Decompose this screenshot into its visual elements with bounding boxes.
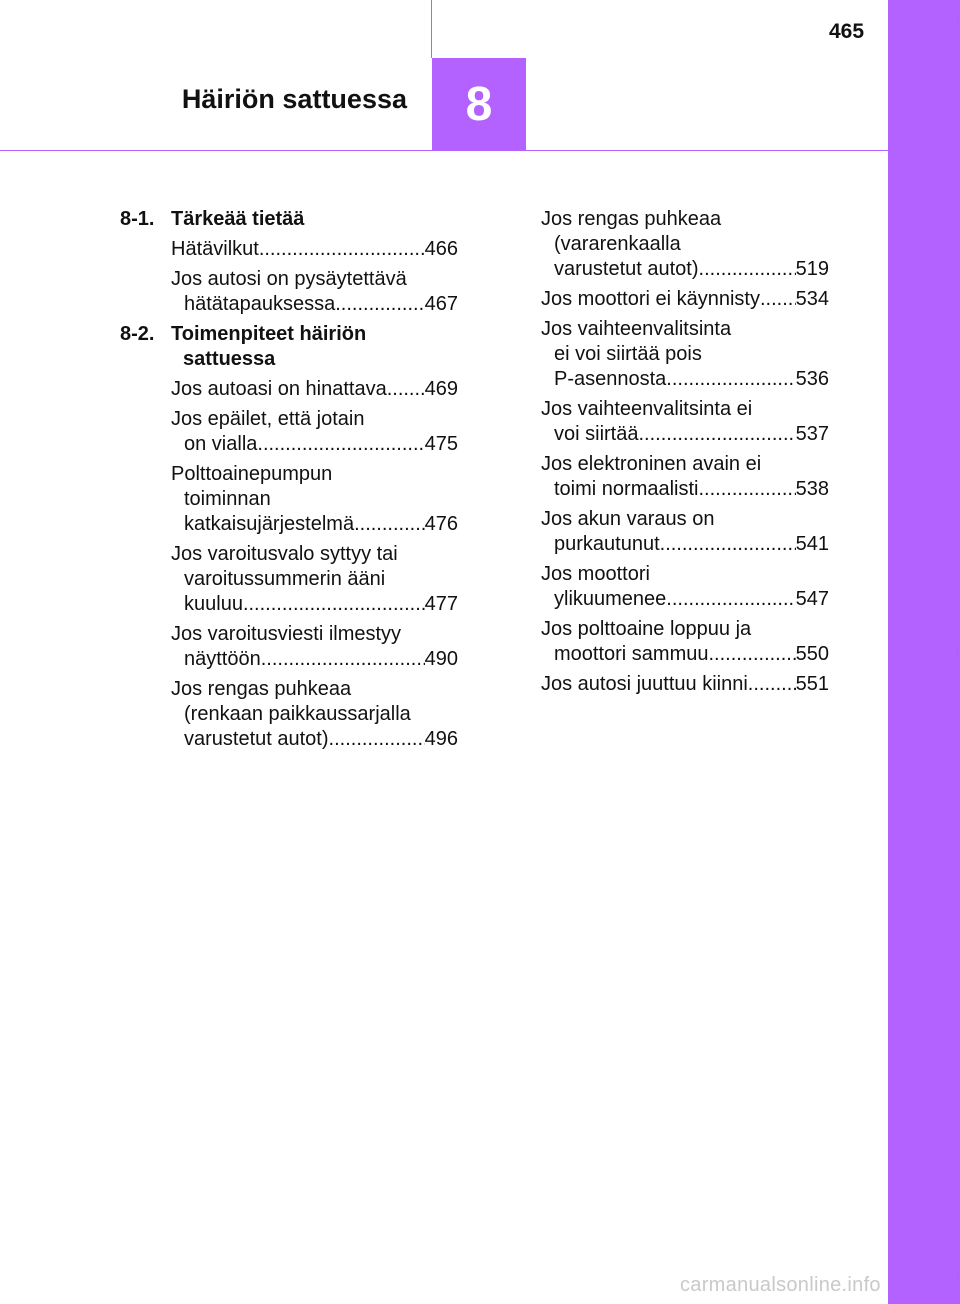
entry-line	[171, 377, 458, 402]
toc-entry[interactable]	[541, 287, 829, 312]
entry-line	[541, 207, 829, 232]
entry-page-number[interactable]: 537	[795, 423, 829, 445]
entry-page-number[interactable]: 467	[424, 293, 458, 315]
entry-text: Polttoainepumpun	[171, 463, 333, 485]
toc-entry[interactable]	[541, 452, 829, 502]
entry-line	[184, 592, 458, 617]
entry-text: Jos vaihteenvalitsinta ei	[541, 398, 753, 420]
dot-leader	[760, 287, 796, 312]
entry-text: Jos vaihteenvalitsinta	[541, 318, 732, 340]
entry-text: Jos rengas puhkeaa	[541, 208, 722, 230]
entry-line	[554, 587, 829, 612]
entry-text: näyttöön	[184, 648, 261, 670]
toc-entry[interactable]	[171, 462, 458, 537]
entry-line	[541, 562, 829, 587]
entry-line	[171, 542, 458, 567]
entry-line	[184, 292, 458, 317]
entry-page-number[interactable]: 519	[795, 258, 829, 280]
entry-line	[171, 622, 458, 647]
entry-text: (renkaan paikkaussarjalla	[184, 703, 411, 725]
entry-text: Jos moottori	[541, 563, 650, 585]
toc-left-column	[120, 207, 458, 757]
watermark: carmanualsonline.info	[680, 1274, 881, 1296]
entry-text: katkaisujärjestelmä	[184, 513, 355, 535]
toc-entry[interactable]	[171, 267, 458, 317]
entry-line	[554, 342, 829, 367]
entry-line	[184, 567, 458, 592]
entry-text: voi siirtää	[554, 423, 639, 445]
toc-section-heading	[120, 322, 458, 372]
toc-entry[interactable]	[541, 562, 829, 612]
section-number: 8-1.	[120, 208, 155, 230]
entry-text: toimi normaalisti	[554, 478, 699, 500]
entry-text: varustetut autot)	[554, 258, 699, 280]
entry-text: Jos autosi juuttuu kiinni	[541, 673, 748, 695]
entry-text: Jos autoasi on hinattava	[171, 378, 387, 400]
crop-mark	[957, 648, 958, 656]
dot-leader	[257, 432, 424, 457]
entry-text: Jos varoitusviesti ilmestyy	[171, 623, 402, 645]
crop-mark	[957, 1274, 958, 1282]
entry-page-number[interactable]: 536	[795, 368, 829, 390]
entry-page-number[interactable]: 466	[424, 238, 458, 260]
toc-entry[interactable]	[171, 542, 458, 617]
entry-text: kuuluu	[184, 593, 243, 615]
entry-text: hätätapauksessa	[184, 293, 336, 315]
entry-line	[171, 237, 458, 262]
entry-line	[554, 532, 829, 557]
entry-page-number[interactable]: 551	[795, 673, 829, 695]
entry-line	[554, 367, 829, 392]
entry-page-number[interactable]: 475	[424, 433, 458, 455]
section-number: 8-2.	[120, 323, 155, 345]
toc-entry[interactable]	[541, 617, 829, 667]
dot-leader	[354, 512, 425, 537]
entry-text: Jos polttoaine loppuu ja	[541, 618, 752, 640]
entry-line	[541, 397, 829, 422]
entry-text: Jos rengas puhkeaa	[171, 678, 352, 700]
entry-line	[554, 642, 829, 667]
entry-text: (vararenkaalla	[554, 233, 681, 255]
dot-leader	[666, 587, 795, 612]
entry-line	[171, 407, 458, 432]
section-title: Tärkeää tietää	[171, 208, 305, 230]
entry-text: Jos akun varaus on	[541, 508, 715, 530]
entry-text: purkautunut	[554, 533, 660, 555]
entry-line	[554, 422, 829, 447]
entry-line	[554, 257, 829, 282]
entry-page-number[interactable]: 538	[795, 478, 829, 500]
chapter-side-bar	[888, 0, 960, 1304]
toc-entry[interactable]	[171, 237, 458, 262]
toc-entry[interactable]	[541, 672, 829, 697]
section-title: Toimenpiteet häiriön sattuessa	[171, 323, 367, 370]
chapter-title: Häiriön sattuessa	[181, 84, 407, 114]
entry-text: moottori sammuu	[554, 643, 709, 665]
entry-text: Jos autosi on pysäytettävä	[171, 268, 407, 290]
chapter-number-tab[interactable]: 8	[432, 58, 526, 151]
toc-entry[interactable]	[171, 407, 458, 457]
header-divider-vertical	[431, 0, 432, 58]
entry-line	[171, 267, 458, 292]
entry-page-number[interactable]: 469	[424, 378, 458, 400]
toc-entry[interactable]	[171, 377, 458, 402]
dot-leader	[387, 377, 425, 402]
dot-leader	[698, 477, 795, 502]
page-number: 465	[829, 20, 865, 43]
toc-right-column	[541, 207, 829, 702]
dot-leader	[261, 647, 425, 672]
dot-leader	[638, 422, 795, 447]
entry-text: Jos epäilet, että jotain	[171, 408, 365, 430]
toc-entry[interactable]	[541, 397, 829, 447]
entry-line	[184, 487, 458, 512]
entry-page-number[interactable]: 547	[795, 588, 829, 610]
entry-text: Jos elektroninen avain ei	[541, 453, 762, 475]
entry-text: ylikuumenee	[554, 588, 667, 610]
entry-page-number[interactable]: 541	[795, 533, 829, 555]
dot-leader	[335, 292, 424, 317]
dot-leader	[660, 532, 796, 557]
toc-entry[interactable]	[171, 677, 458, 752]
entry-text: P-asennosta	[554, 368, 667, 390]
entry-text: Jos varoitusvalo syttyy tai	[171, 543, 398, 565]
entry-page-number[interactable]: 476	[424, 513, 458, 535]
entry-line	[184, 702, 458, 727]
entry-page-number[interactable]: 477	[424, 593, 458, 615]
entry-text: toiminnan	[184, 488, 271, 510]
dot-leader	[243, 592, 425, 617]
entry-line	[554, 232, 829, 257]
entry-line	[541, 452, 829, 477]
dot-leader	[748, 672, 796, 697]
dot-leader	[709, 642, 796, 667]
entry-line	[541, 617, 829, 642]
toc-section-heading	[120, 207, 458, 232]
entry-line	[541, 287, 829, 312]
entry-line	[541, 317, 829, 342]
dot-leader	[699, 257, 796, 282]
entry-line	[184, 727, 458, 752]
entry-line	[541, 507, 829, 532]
entry-text: varustetut autot)	[184, 728, 329, 750]
toc-entry[interactable]	[171, 622, 458, 672]
entry-page-number[interactable]: 534	[795, 288, 829, 310]
entry-page-number[interactable]: 496	[424, 728, 458, 750]
dot-leader	[666, 367, 795, 392]
entry-text: Hätävilkut	[171, 238, 259, 260]
entry-page-number[interactable]: 490	[424, 648, 458, 670]
entry-page-number[interactable]: 550	[795, 643, 829, 665]
entry-text: on vialla	[184, 433, 258, 455]
entry-text: Jos moottori ei käynnisty	[541, 288, 760, 310]
toc-entry[interactable]	[541, 507, 829, 557]
entry-line	[171, 462, 458, 487]
entry-line	[184, 512, 458, 537]
entry-line	[541, 672, 829, 697]
entry-line	[184, 647, 458, 672]
entry-line	[184, 432, 458, 457]
dot-leader	[259, 237, 425, 262]
entry-line	[554, 477, 829, 502]
crop-mark	[957, 18, 958, 26]
entry-text: varoitussummerin ääni	[184, 568, 386, 590]
entry-text: ei voi siirtää pois	[554, 343, 702, 365]
toc-entry[interactable]	[541, 207, 829, 282]
entry-line	[171, 677, 458, 702]
dot-leader	[329, 727, 425, 752]
toc-entry[interactable]	[541, 317, 829, 392]
